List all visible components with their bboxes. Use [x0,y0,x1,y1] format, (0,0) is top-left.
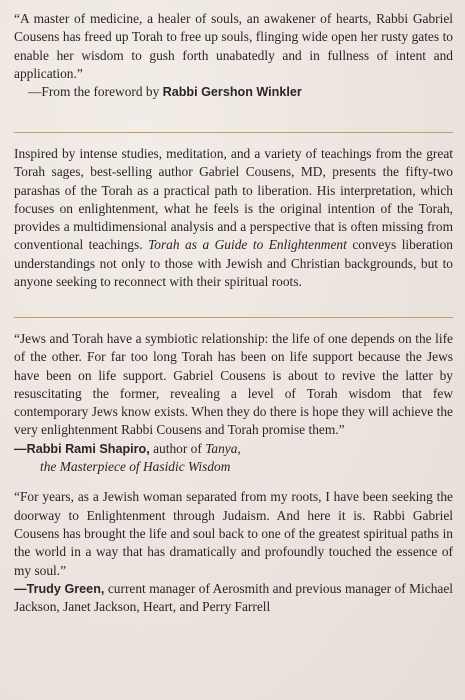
green-quote [14,488,453,616]
description-text-before: Inspired by intense studies, meditation, and a variety of teachings from the great Torah sages, best-selling author Gabriel Cousens, MD, presents the fifty-two parashas of the Torah as a practical path to liberation. His interpretation, which focuses on enlightenment, what he feels is the original intention of the Torah, provides a multidimensional analysis and a perspective that is often missing from conventional teachings. [14,146,453,253]
book-description [14,145,453,317]
divider-1 [14,132,453,133]
shapiro-book-line1: Tanya, [205,440,241,456]
foreword-attribution-prefix: —From the foreword by [28,84,163,100]
green-name: —Trudy Green, [14,581,105,596]
green-quote-text: “For years, as a Jewish woman separated from my roots, I have been seeking the doorway to Enlightenment through Judaism. And here it is. Rabbi Gabriel Cousens has brought the life and soul back to one of the greatest spiritual paths in the world in a way that has dramatically and profoundly touched the essence of my soul.” [14,489,453,578]
foreword-quote [14,10,453,132]
green-role: current manager of Aerosmith and previous manager of Michael Jackson, Janet Jackson, Heart, and Perry Farrell [14,580,453,615]
description-book-title: Torah as a Guide to Enlightenment [148,237,347,253]
shapiro-quote-text: “Jews and Torah have a symbiotic relationship: the life of one depends on the life of the other. For far too long Torah has been on life support because the Jews have been on life support. Gabriel Cousens is about to revive the latter by resuscitating the former, revealing a level of Torah wisdom that few contemporary Jews know exists. When they do there is hope they will achieve the very enlightenment Rabbi Cousens and Torah promise them.” [14,331,453,438]
divider-2 [14,317,453,318]
foreword-author: Rabbi Gershon Winkler [162,85,302,100]
shapiro-role: author of [149,440,206,456]
shapiro-book-line2: the Masterpiece of Hasidic Wisdom [40,459,231,475]
shapiro-name: —Rabbi Rami Shapiro, [14,441,150,456]
foreword-attribution [14,83,453,101]
green-attribution [14,580,453,617]
shapiro-quote [14,330,453,476]
foreword-quote-text: “A master of medicine, a healer of souls, an awakener of hearts, Rabbi Gabriel Cousens has freed up Torah to free up souls, flinging wide open her rusty gates to enable her wisdom to gush forth unabatedly and in fullness of intent and application.” [14,11,453,81]
description-text-after: conveys liberation understandings not only to those with Jewish and Christian backgrounds, but to anyone seeking to reconnect with their spiritual roots. [14,237,454,290]
description-paragraph [14,145,453,291]
shapiro-attribution [14,440,453,458]
